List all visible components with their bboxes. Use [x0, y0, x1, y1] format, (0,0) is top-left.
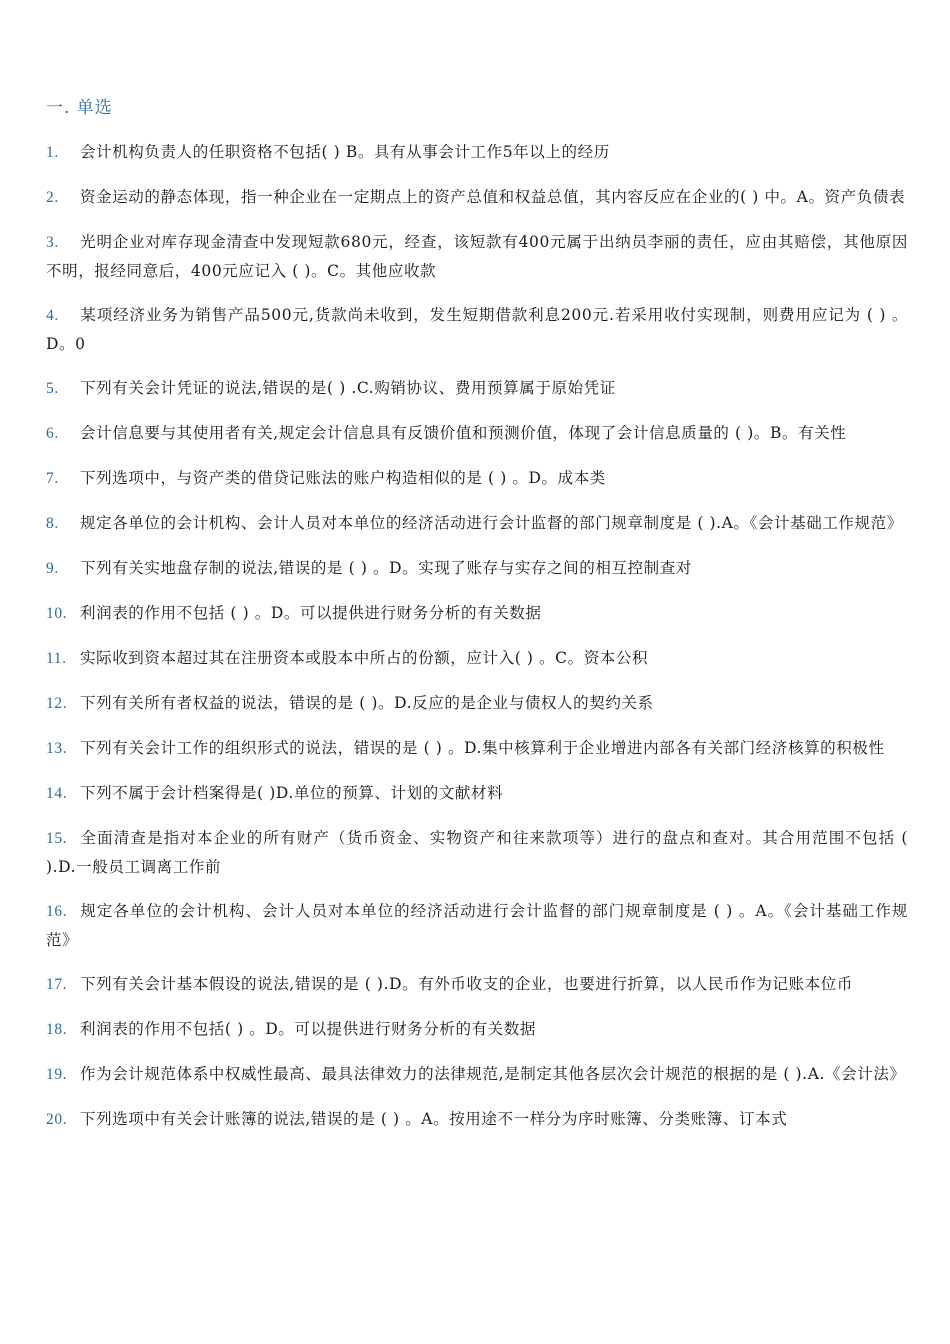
- question-text: 全面清查是指对本企业的所有财产（货币资金、实物资产和往来款项等）进行的盘点和查对。其合用范围不包括 ( ).D.一般员工调离工作前: [46, 829, 908, 876]
- question-item: [46, 970, 908, 999]
- question-number: 17.: [46, 976, 68, 993]
- section-heading: 一. 单选: [46, 98, 113, 118]
- question-text: 下列有关会计基本假设的说法,错误的是 ( ).D。有外币收支的企业，也要进行折算，以人民币作为记账本位币: [80, 975, 853, 993]
- question-text: 利润表的作用不包括 ( ) 。D。可以提供进行财务分析的有关数据: [80, 604, 542, 622]
- question-text: 作为会计规范体系中权威性最高、最具法律效力的法律规范,是制定其他各层次会计规范的根据的是 ( ).A.《会计法》: [80, 1065, 906, 1083]
- question-text: 下列选项中，与资产类的借贷记账法的账户构造相似的是 ( ) 。D。成本类: [80, 469, 606, 487]
- question-number: 5.: [46, 380, 59, 397]
- question-item: [46, 301, 908, 358]
- question-text: 下列有关实地盘存制的说法,错误的是 ( ) 。D。实现了账存与实存之间的相互控制查对: [80, 559, 692, 577]
- question-text: 实际收到资本超过其在注册资本或股本中所占的份额，应计入( ) 。C。资本公积: [80, 649, 649, 667]
- question-number: 8.: [46, 515, 59, 532]
- question-item: [46, 138, 908, 167]
- question-item: [46, 374, 908, 403]
- question-number: 4.: [46, 307, 59, 324]
- question-number: 20.: [46, 1111, 68, 1128]
- question-text: 会计信息要与其使用者有关,规定会计信息具有反馈价值和预测价值，体现了会计信息质量的 ( )。B。有关性: [80, 424, 847, 442]
- question-text: 规定各单位的会计机构、会计人员对本单位的经济活动进行会计监督的部门规章制度是 ( ) 。A。《会计基础工作规范》: [46, 902, 908, 949]
- question-item: [46, 779, 908, 808]
- question-text: 下列选项中有关会计账簿的说法,错误的是 ( ) 。A。按用途不一样分为序时账簿、分类账簿、订本式: [80, 1110, 788, 1128]
- question-text: 规定各单位的会计机构、会计人员对本单位的经济活动进行会计监督的部门规章制度是 ( ).A。《会计基础工作规范》: [80, 514, 903, 532]
- question-number: 9.: [46, 560, 59, 577]
- question-text: 下列有关会计工作的组织形式的说法，错误的是 ( ) 。D.集中核算利于企业增进内部各有关部门经济核算的积极性: [80, 739, 885, 757]
- question-item: [46, 599, 908, 628]
- question-item: [46, 897, 908, 954]
- question-item: [46, 509, 908, 538]
- question-text: 下列不属于会计档案得是( )D.单位的预算、计划的文献材料: [80, 784, 504, 802]
- question-number: 10.: [46, 605, 68, 622]
- question-number: 13.: [46, 740, 68, 757]
- question-number: 7.: [46, 470, 59, 487]
- question-number: 11.: [46, 650, 67, 667]
- question-item: [46, 689, 908, 718]
- question-text: 下列有关所有者权益的说法，错误的是 ( )。D.反应的是企业与债权人的契约关系: [80, 694, 654, 712]
- question-number: 12.: [46, 695, 68, 712]
- question-item: [46, 228, 908, 285]
- question-text: 资金运动的静态体现，指一种企业在一定期点上的资产总值和权益总值，其内容反应在企业的( ) 中。A。资产负债表: [80, 188, 906, 206]
- question-list: [46, 138, 908, 1150]
- question-number: 1.: [46, 144, 59, 161]
- question-item: [46, 1060, 908, 1089]
- question-number: 19.: [46, 1066, 68, 1083]
- question-number: 2.: [46, 189, 59, 206]
- question-number: 18.: [46, 1021, 68, 1038]
- question-number: 14.: [46, 785, 68, 802]
- question-text: 下列有关会计凭证的说法,错误的是( ) .C.购销协议、费用预算属于原始凭证: [80, 379, 616, 397]
- question-text: 会计机构负责人的任职资格不包括( ) B。具有从事会计工作5年以上的经历: [80, 143, 610, 161]
- question-item: [46, 419, 908, 448]
- question-text: 某项经济业务为销售产品500元,货款尚未收到，发生短期借款利息200元.若采用收付实现制，则费用应记为 ( ) 。D。0: [46, 306, 908, 353]
- question-number: 6.: [46, 425, 59, 442]
- question-item: [46, 183, 908, 212]
- question-item: [46, 1015, 908, 1044]
- question-text: 光明企业对库存现金清查中发现短款680元，经查，该短款有400元属于出纳员李丽的责任，应由其赔偿，其他原因不明，报经同意后，400元应记入 ( )。C。其他应收款: [46, 233, 908, 280]
- question-number: 15.: [46, 830, 68, 847]
- question-item: [46, 644, 908, 673]
- question-number: 3.: [46, 234, 59, 251]
- question-text: 利润表的作用不包括( ) 。D。可以提供进行财务分析的有关数据: [80, 1020, 536, 1038]
- question-item: [46, 824, 908, 881]
- question-item: [46, 464, 908, 493]
- question-item: [46, 554, 908, 583]
- question-item: [46, 734, 908, 763]
- question-item: [46, 1105, 908, 1134]
- question-number: 16.: [46, 903, 68, 920]
